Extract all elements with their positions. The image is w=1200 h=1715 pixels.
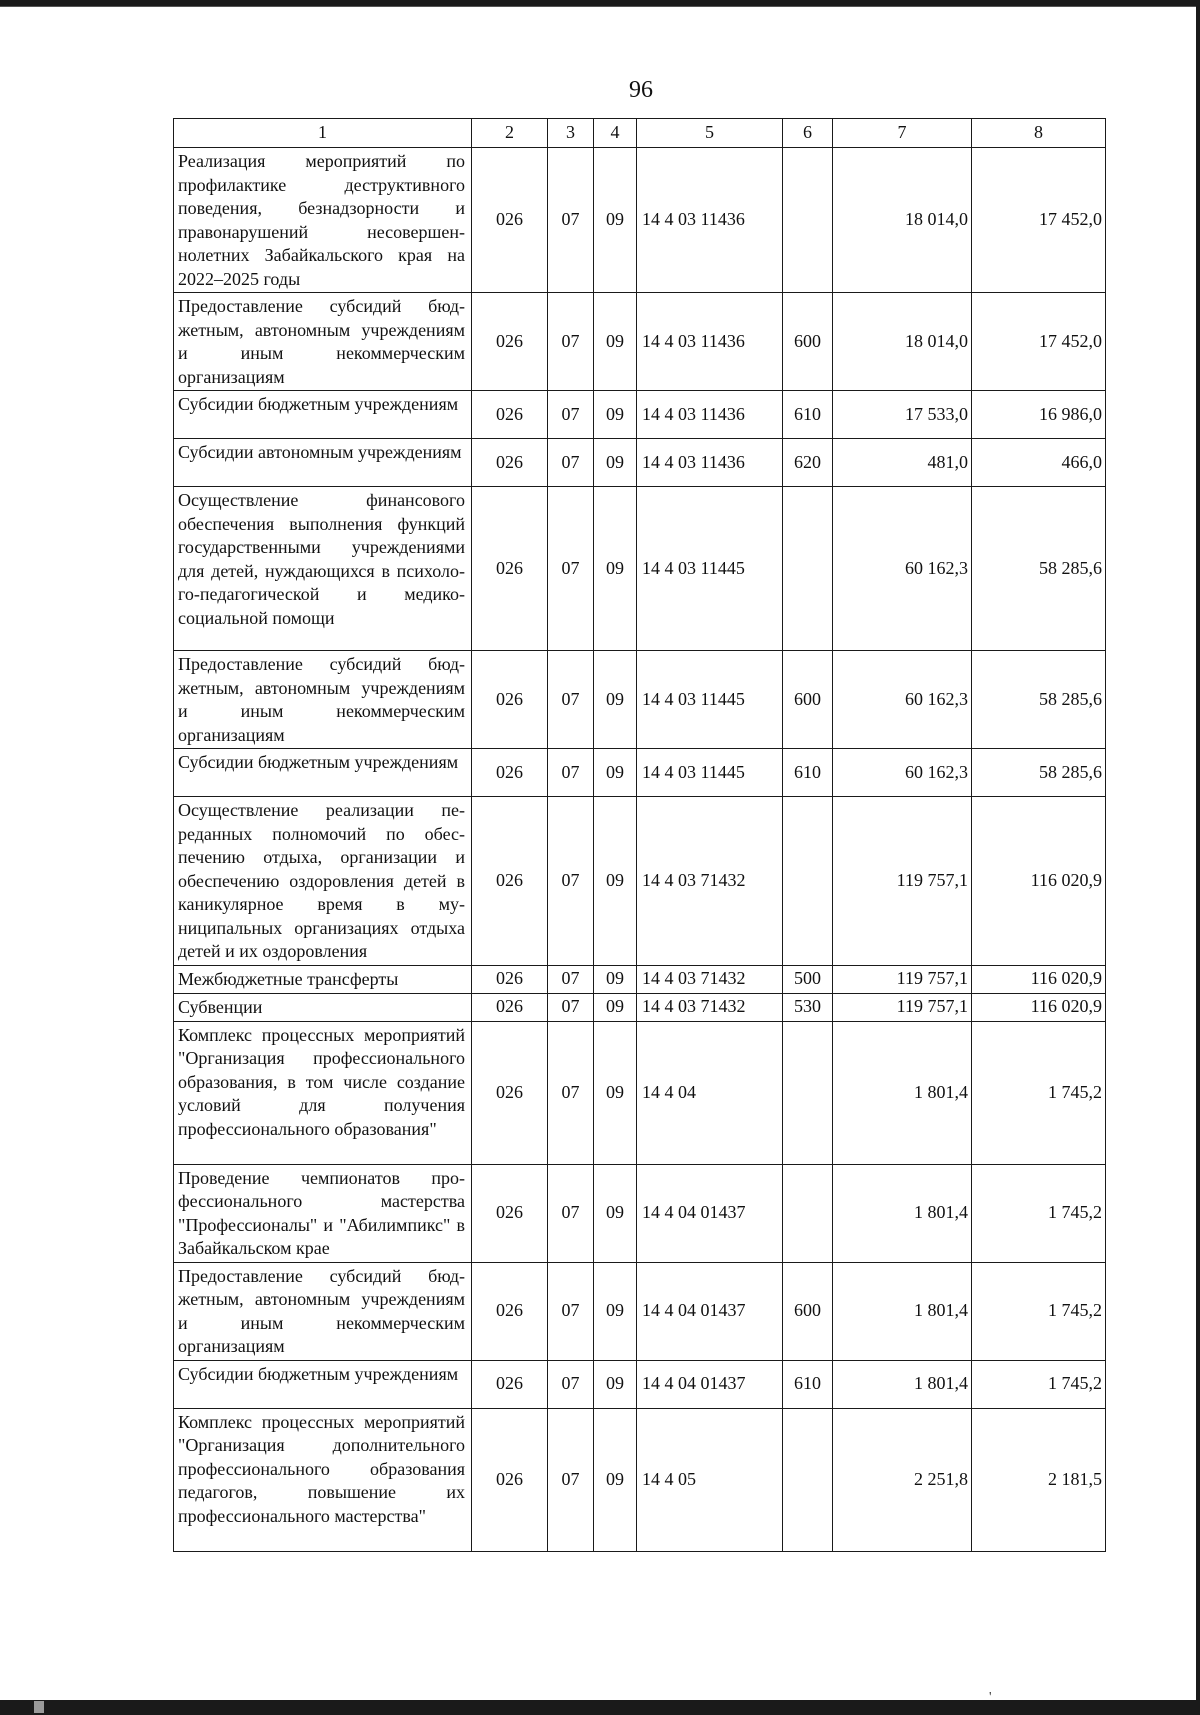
cell-expense-type [783,1021,833,1164]
cell-target-article: 14 4 03 71432 [637,965,783,993]
cell-expense-type [783,1408,833,1551]
cell-admin-code: 026 [472,1164,548,1262]
cell-admin-code: 026 [472,993,548,1021]
cell-amount-year1: 2 251,8 [833,1408,972,1551]
table-row [174,148,1106,293]
cell-expense-type: 500 [783,965,833,993]
cell-section: 07 [548,993,594,1021]
row-description: Субсидии бюджетным учреждениям [174,749,472,797]
cell-target-article: 14 4 04 [637,1021,783,1164]
cell-admin-code: 026 [472,1360,548,1408]
cell-amount-year1: 17 533,0 [833,391,972,439]
table-row [174,993,1106,1021]
cell-amount-year2: 116 020,9 [972,993,1106,1021]
row-description: Субсидии бюджетным учреждениям [174,391,472,439]
cell-admin-code: 026 [472,148,548,293]
cell-target-article: 14 4 04 01437 [637,1262,783,1360]
scan-bottom-border [0,1700,1200,1715]
cell-admin-code: 026 [472,749,548,797]
table-body [174,119,1106,1552]
cell-amount-year2: 58 285,6 [972,487,1106,651]
cell-amount-year1: 481,0 [833,439,972,487]
table-row [174,293,1106,391]
cell-expense-type: 530 [783,993,833,1021]
row-description: Предоставление субсидий бюджетным, автономным учреждениям и иным некоммерческим организациям [174,1262,472,1360]
row-description: Реализация мероприятий по профилактике деструктивного поведения, безнадзорности и правонарушений несовершеннолетних Забайкальского края на 2022–2025 годы [174,148,472,293]
cell-admin-code: 026 [472,293,548,391]
table-row [174,439,1106,487]
table-row [174,749,1106,797]
cell-amount-year1: 1 801,4 [833,1164,972,1262]
cell-target-article: 14 4 04 01437 [637,1360,783,1408]
cell-subsection: 09 [594,965,637,993]
cell-section: 07 [548,965,594,993]
cell-subsection: 09 [594,1408,637,1551]
cell-section: 07 [548,797,594,966]
cell-admin-code: 026 [472,391,548,439]
cell-amount-year2: 2 181,5 [972,1408,1106,1551]
cell-amount-year2: 1 745,2 [972,1021,1106,1164]
table-row [174,1021,1106,1164]
cell-subsection: 09 [594,1164,637,1262]
column-header: 1 [174,119,472,148]
scan-bottom-mark [34,1701,44,1713]
row-description: Субсидии автономным учреждениям [174,439,472,487]
cell-target-article: 14 4 03 11436 [637,293,783,391]
cell-target-article: 14 4 03 11445 [637,749,783,797]
table-row [174,391,1106,439]
cell-subsection: 09 [594,993,637,1021]
column-header: 6 [783,119,833,148]
cell-target-article: 14 4 04 01437 [637,1164,783,1262]
cell-target-article: 14 4 03 11445 [637,651,783,749]
cell-section: 07 [548,293,594,391]
column-header: 8 [972,119,1106,148]
row-description: Предоставление субсидий бюджетным, автономным учреждениям и иным некоммерческим организациям [174,293,472,391]
cell-target-article: 14 4 05 [637,1408,783,1551]
cell-section: 07 [548,749,594,797]
row-description: Предоставление субсидий бюджетным, автономным учреждениям и иным некоммерческим организациям [174,651,472,749]
cell-subsection: 09 [594,1360,637,1408]
cell-section: 07 [548,1262,594,1360]
budget-table [173,118,1106,1552]
cell-amount-year1: 18 014,0 [833,148,972,293]
cell-amount-year2: 1 745,2 [972,1164,1106,1262]
cell-target-article: 14 4 03 11436 [637,148,783,293]
page-number: 96 [629,77,653,103]
cell-amount-year1: 18 014,0 [833,293,972,391]
table-row [174,1360,1106,1408]
cell-expense-type [783,797,833,966]
cell-expense-type: 600 [783,1262,833,1360]
row-description: Комплекс процессных мероприятий "Организация дополнительного профессионального образования педагогов, повышение их профессионального мастерства" [174,1408,472,1551]
cell-section: 07 [548,1360,594,1408]
cell-section: 07 [548,1164,594,1262]
cell-amount-year2: 116 020,9 [972,797,1106,966]
cell-admin-code: 026 [472,651,548,749]
cell-subsection: 09 [594,749,637,797]
column-header: 3 [548,119,594,148]
row-description: Осуществление финансового обеспечения выполнения функций государственными учреждениями для детей, нуждающихся в психолого-педагогической и медико-социальной помощи [174,487,472,651]
row-description: Осуществление реализации переданных полномочий по обеспечению отдыха, организации и обеспечению оздоровления детей в каникулярное время в муниципальных организациях отдыха детей и их оздоровления [174,797,472,966]
cell-subsection: 09 [594,148,637,293]
row-description: Проведение чемпионатов профессионального мастерства "Профессионалы" и "Абилимпикс" в Забайкальском крае [174,1164,472,1262]
cell-amount-year2: 1 745,2 [972,1360,1106,1408]
cell-target-article: 14 4 03 11445 [637,487,783,651]
cell-amount-year1: 60 162,3 [833,749,972,797]
row-description: Субвенции [174,993,472,1021]
cell-section: 07 [548,1408,594,1551]
cell-section: 07 [548,148,594,293]
cell-expense-type: 610 [783,1360,833,1408]
cell-amount-year2: 58 285,6 [972,749,1106,797]
cell-expense-type [783,487,833,651]
cell-section: 07 [548,651,594,749]
cell-subsection: 09 [594,439,637,487]
table-header-row [174,119,1106,148]
row-description: Межбюджетные трансферты [174,965,472,993]
cell-amount-year1: 1 801,4 [833,1021,972,1164]
scan-speck: ' [989,1690,992,1705]
cell-amount-year1: 119 757,1 [833,797,972,966]
cell-section: 07 [548,1021,594,1164]
cell-amount-year1: 1 801,4 [833,1360,972,1408]
cell-section: 07 [548,439,594,487]
cell-subsection: 09 [594,651,637,749]
cell-admin-code: 026 [472,1021,548,1164]
cell-admin-code: 026 [472,797,548,966]
cell-target-article: 14 4 03 11436 [637,439,783,487]
scan-right-border [1196,0,1200,1715]
cell-target-article: 14 4 03 71432 [637,993,783,1021]
cell-expense-type: 600 [783,293,833,391]
column-header: 4 [594,119,637,148]
cell-expense-type: 610 [783,749,833,797]
cell-expense-type [783,148,833,293]
cell-target-article: 14 4 03 11436 [637,391,783,439]
cell-section: 07 [548,391,594,439]
table-row [174,1262,1106,1360]
cell-expense-type [783,1164,833,1262]
cell-subsection: 09 [594,797,637,966]
cell-amount-year2: 16 986,0 [972,391,1106,439]
cell-amount-year2: 58 285,6 [972,651,1106,749]
column-header: 5 [637,119,783,148]
table-row [174,797,1106,966]
row-description: Субсидии бюджетным учреждениям [174,1360,472,1408]
cell-admin-code: 026 [472,1408,548,1551]
cell-admin-code: 026 [472,965,548,993]
table-row [174,1164,1106,1262]
cell-amount-year1: 119 757,1 [833,993,972,1021]
table-row [174,487,1106,651]
cell-expense-type: 600 [783,651,833,749]
cell-section: 07 [548,487,594,651]
cell-expense-type: 620 [783,439,833,487]
table-row [174,1408,1106,1551]
cell-amount-year2: 466,0 [972,439,1106,487]
cell-amount-year2: 17 452,0 [972,293,1106,391]
row-description: Комплекс процессных мероприятий "Организация профессионального образования, в том числе создание условий для получения профессионального образования" [174,1021,472,1164]
cell-amount-year1: 119 757,1 [833,965,972,993]
cell-amount-year2: 1 745,2 [972,1262,1106,1360]
table-row [174,965,1106,993]
column-header: 2 [472,119,548,148]
cell-subsection: 09 [594,293,637,391]
cell-expense-type: 610 [783,391,833,439]
cell-amount-year2: 116 020,9 [972,965,1106,993]
cell-admin-code: 026 [472,439,548,487]
cell-subsection: 09 [594,1021,637,1164]
cell-target-article: 14 4 03 71432 [637,797,783,966]
cell-amount-year2: 17 452,0 [972,148,1106,293]
cell-subsection: 09 [594,1262,637,1360]
cell-subsection: 09 [594,487,637,651]
cell-amount-year1: 60 162,3 [833,651,972,749]
table-row [174,651,1106,749]
scan-top-edge [0,6,1200,7]
cell-admin-code: 026 [472,487,548,651]
cell-subsection: 09 [594,391,637,439]
cell-amount-year1: 60 162,3 [833,487,972,651]
cell-amount-year1: 1 801,4 [833,1262,972,1360]
column-header: 7 [833,119,972,148]
cell-admin-code: 026 [472,1262,548,1360]
